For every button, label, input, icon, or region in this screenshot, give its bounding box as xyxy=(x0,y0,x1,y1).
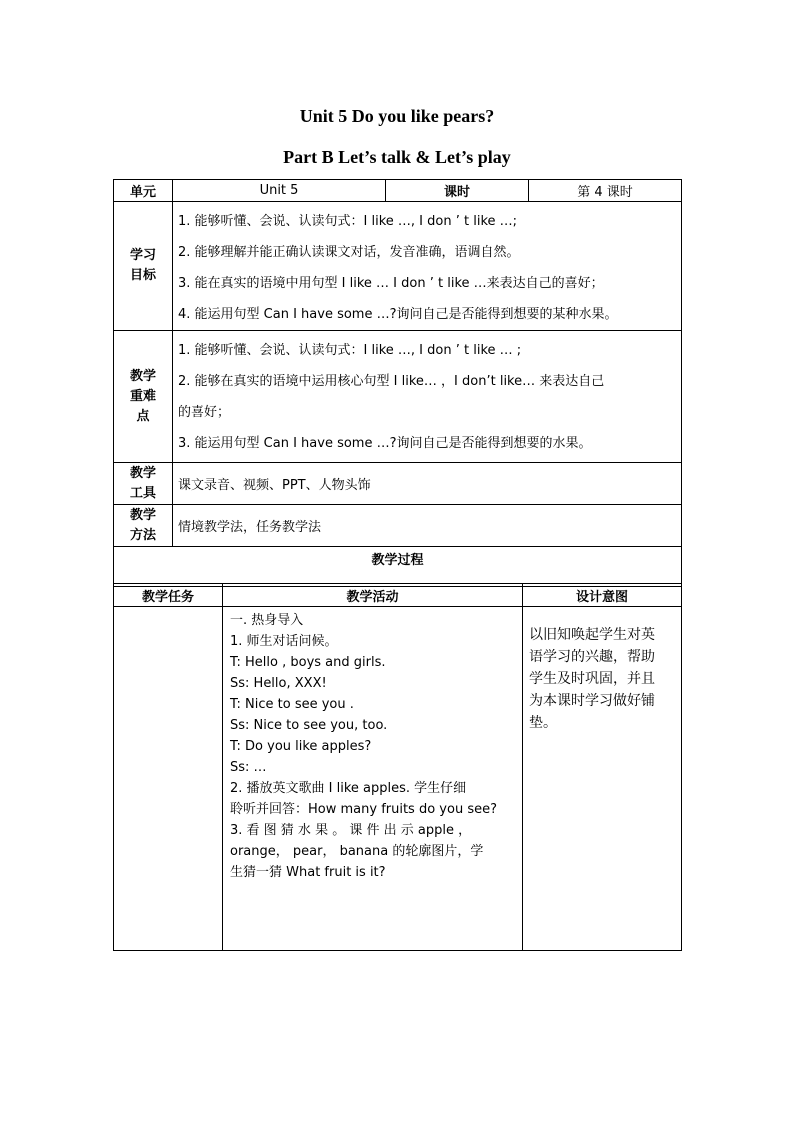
process-row xyxy=(114,607,682,951)
intent-line: 为本课时学习做好铺 xyxy=(529,693,655,709)
activity-line: Ss: Hello, XXX! xyxy=(230,676,327,691)
tools-row xyxy=(114,463,682,505)
activity-cell xyxy=(223,607,523,951)
tools-value: 课文录音、视频、PPT、人物头饰 xyxy=(173,463,682,505)
key-point-item: 的喜好； xyxy=(178,405,231,420)
activity-line: orange， pear， banana 的轮廓图片，学 xyxy=(230,844,484,859)
key-points-content xyxy=(173,331,682,463)
intent-line: 语学习的兴趣，帮助 xyxy=(529,649,655,665)
activity-line: 2. 播放英文歌曲 I like apples. 学生仔细 xyxy=(230,781,467,796)
key-point-item: 3. 能运用句型 Can I have some …?询问自己是否能得到想要的水果。 xyxy=(178,436,592,451)
key-point-item: 1. 能够听懂、会说、认读句式：I like …, I don ’ t like … ; xyxy=(178,343,522,358)
activity-line: Ss: Nice to see you, too. xyxy=(230,718,388,733)
unit-value: Unit 5 xyxy=(173,180,386,202)
task-cell xyxy=(114,607,223,951)
intent-cell xyxy=(523,607,682,951)
activity-line: 一. 热身导入 xyxy=(230,613,304,628)
objectives-label: 学习 目标 xyxy=(114,202,173,331)
unit-label: 单元 xyxy=(114,180,173,202)
objectives-content xyxy=(173,202,682,331)
intent-line: 垫。 xyxy=(529,715,557,731)
col-activity-header: 教学活动 xyxy=(223,584,523,607)
process-title: 教学过程 xyxy=(114,547,682,587)
methods-value: 情境教学法，任务教学法 xyxy=(173,505,682,547)
process-table xyxy=(113,583,682,951)
activity-line: T: Hello , boys and girls. xyxy=(230,655,386,670)
activity-line: T: Nice to see you . xyxy=(230,697,354,712)
methods-row xyxy=(114,505,682,547)
page-subtitle: Part B Let’s talk & Let’s play xyxy=(283,147,511,167)
activity-line: 3. 看 图 猜 水 果 。 课 件 出 示 apple ， xyxy=(230,823,472,838)
col-intent-header: 设计意图 xyxy=(523,584,682,607)
key-point-item: 2. 能够在真实的语境中运用核心句型 I like… ，I don’t like… 来表达自己 xyxy=(178,374,605,389)
activity-line: Ss: … xyxy=(230,760,267,775)
page-title: Unit 5 Do you like pears? xyxy=(299,106,495,126)
key-points-label: 教学 重难 点 xyxy=(114,331,173,463)
activity-line: T: Do you like apples? xyxy=(230,739,372,754)
methods-label: 教学 方法 xyxy=(114,505,173,547)
process-header-row xyxy=(114,584,682,607)
activity-line: 生猜一猜 What fruit is it? xyxy=(230,865,386,880)
intent-line: 学生及时巩固，并且 xyxy=(529,671,655,687)
lesson-info-table xyxy=(113,179,682,587)
objective-item: 4. 能运用句型 Can I have some …?询问自己是否能得到想要的某种水果。 xyxy=(178,307,618,322)
process-title-row xyxy=(114,547,682,587)
activity-line: 1. 师生对话问候。 xyxy=(230,634,338,649)
activity-line: 聆听并回答：How many fruits do you see? xyxy=(230,802,497,817)
objectives-row xyxy=(114,202,682,331)
objective-item: 1. 能够听懂、会说、认读句式：I like …, I don ’ t like …; xyxy=(178,214,518,229)
objective-item: 3. 能在真实的语境中用句型 I like … I don ’ t like …来表达自己的喜好； xyxy=(178,276,604,291)
key-points-row xyxy=(114,331,682,463)
header-row xyxy=(114,180,682,202)
period-value: 第 4 课时 xyxy=(529,180,682,202)
tools-label: 教学 工具 xyxy=(114,463,173,505)
period-label: 课时 xyxy=(386,180,529,202)
col-task-header: 教学任务 xyxy=(114,584,223,607)
objective-item: 2. 能够理解并能正确认读课文对话，发音准确，语调自然。 xyxy=(178,245,520,260)
intent-line: 以旧知唤起学生对英 xyxy=(529,627,655,643)
